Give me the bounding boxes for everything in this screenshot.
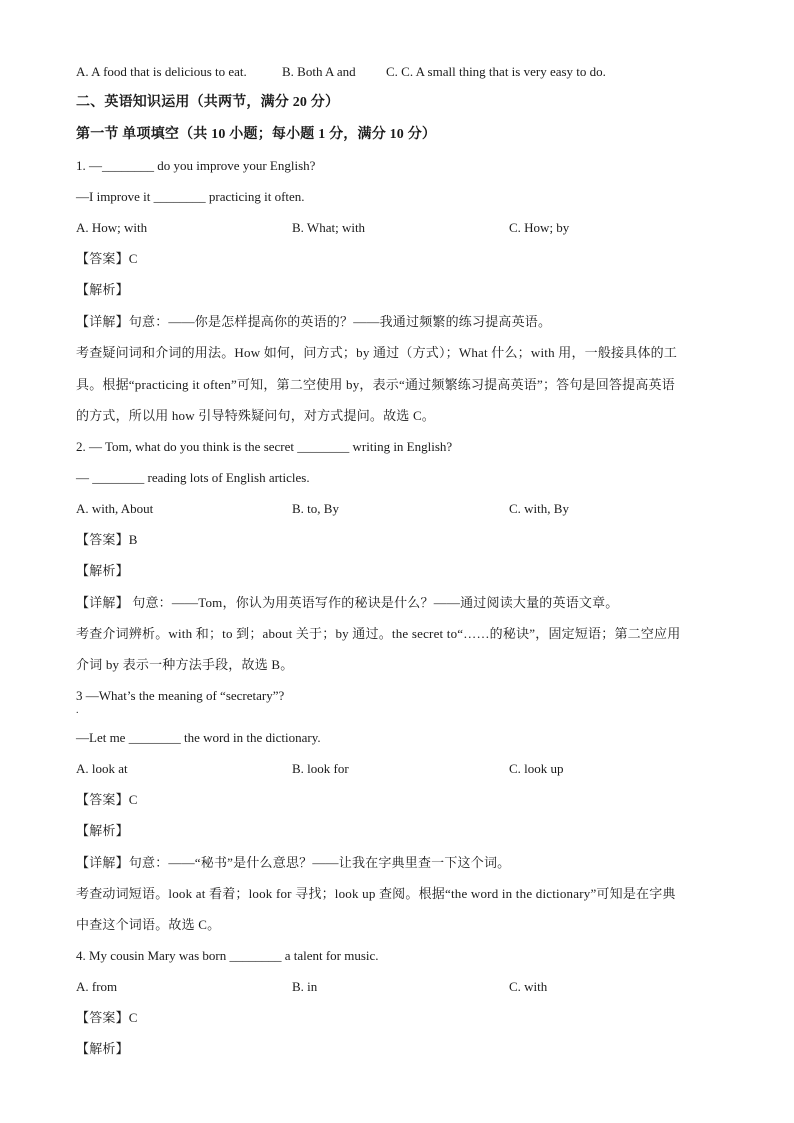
question-3-stray-mark: . [76,705,79,716]
question-4-stem: 4. My cousin Mary was born ________ a talent for music. [76,948,379,963]
option-b: B. in [292,979,318,994]
option-c: C. with [509,979,548,994]
question-4-options [76,978,716,996]
question-2-explanation-line: 介词 by 表示一种方法手段，故选 B。 [76,657,294,672]
option-a: A. look at [76,761,128,776]
question-2-stem: 2. — Tom, what do you think is the secret ________ writing in English? [76,439,453,454]
question-1-explanation-line: 具。根据“practicing it often”可知，第二空使用 by，表示“通过频繁练习提高英语”；答句是回答提高英语 [76,377,675,392]
question-1-analysis-label: 【解析】 [76,282,129,297]
question-3-response: —Let me ________ the word in the dictionary. [76,730,321,745]
question-1-explanation-line: 的方式，所以用 how 引导特殊疑问句，对方式提问。故选 C。 [76,408,436,423]
section-heading: 二、英语知识运用（共两节，满分 20 分） [76,95,340,110]
option-c: C. with, By [509,501,569,516]
option-a: A. A food that is delicious to eat. [76,64,247,79]
option-a: A. from [76,979,118,994]
question-1-options [76,219,716,237]
question-3-answer: 【答案】C [76,792,138,807]
option-c: C. How; by [509,220,570,235]
question-1-detail: 【详解】句意：——你是怎样提高你的英语的？——我通过频繁的练习提高英语。 [76,314,552,329]
option-b: B. look for [292,761,349,776]
option-b: B. What; with [292,220,366,235]
question-1-stem: 1. —________ do you improve your English? [76,158,316,173]
question-1-explanation-line: 考查疑问词和介词的用法。How 如何，问方式；by 通过（方式）；What 什么；with 用，一般接具体的工 [76,345,678,360]
option-a: A. How; with [76,220,148,235]
question-2-explanation-line: 考查介词辨析。with 和；to 到；about 关于；by 通过。the secret to“……的秘诀”，固定短语；第二空应用 [76,626,681,641]
question-1-answer: 【答案】C [76,251,138,266]
previous-question-options [76,63,716,81]
question-4-analysis-label: 【解析】 [76,1041,129,1056]
question-1-response: —I improve it ________ practicing it often. [76,189,305,204]
question-3-detail: 【详解】句意：——“秘书”是什么意思？——让我在字典里查一下这个词。 [76,855,511,870]
question-2-detail: 【详解】 句意：——Tom，你认为用英语写作的秘诀是什么？——通过阅读大量的英语文章。 [76,595,619,610]
question-2-options [76,500,716,518]
option-c: C. C. A small thing that is very easy to do. [386,64,606,79]
option-a: A. with, About [76,501,154,516]
question-3-analysis-label: 【解析】 [76,823,129,838]
question-4-answer: 【答案】C [76,1010,138,1025]
question-2-answer: 【答案】B [76,532,138,547]
subsection-heading: 第一节 单项填空（共 10 小题；每小题 1 分，满分 10 分） [76,127,437,142]
question-2-response: — ________ reading lots of English articles. [76,470,310,485]
question-2-analysis-label: 【解析】 [76,563,129,578]
question-3-explanation-line: 考查动词短语。look at 看着；look for 寻找；look up 查阅。根据“the word in the dictionary”可知是在字典 [76,886,676,901]
question-3-stem: 3 —What’s the meaning of “secretary”? [76,688,285,703]
question-3-options [76,760,716,778]
option-b: B. Both A and [282,64,356,79]
option-b: B. to, By [292,501,339,516]
option-c: C. look up [509,761,564,776]
question-3-explanation-line: 中查这个词语。故选 C。 [76,917,221,932]
